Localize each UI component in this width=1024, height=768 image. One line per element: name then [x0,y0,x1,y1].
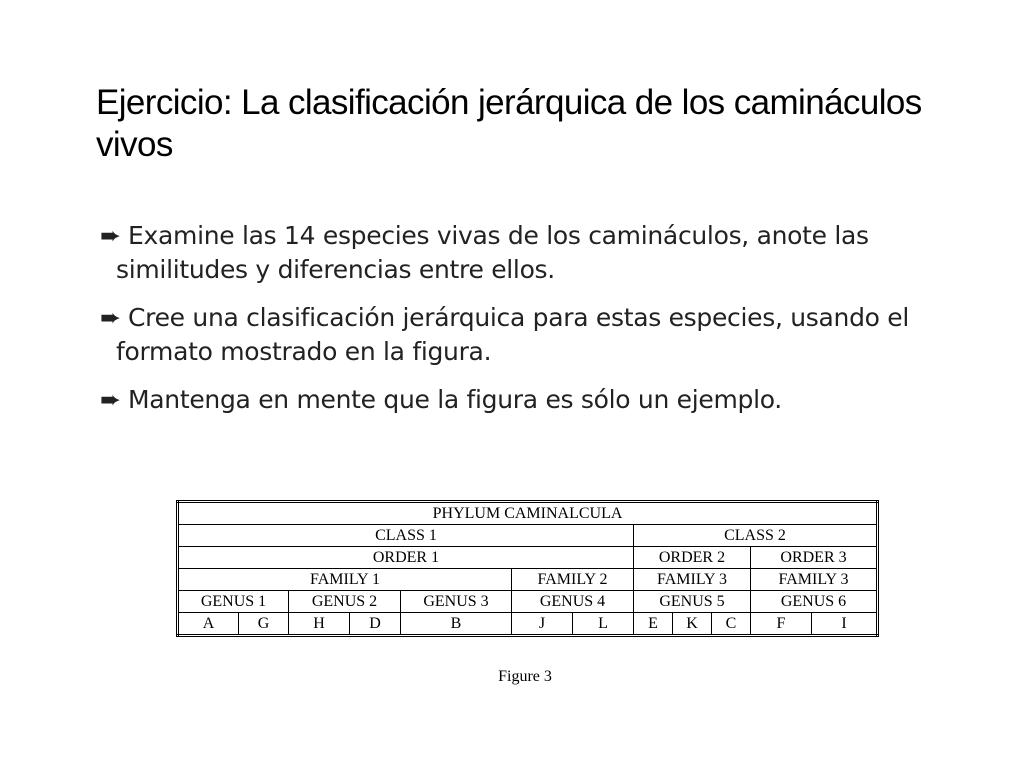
family-cell: FAMILY 2 [512,569,634,591]
figure-caption: Figure 3 [498,668,552,685]
species-cell: C [712,613,751,636]
genus-cell: GENUS 4 [512,591,634,613]
species-cell: A [178,613,239,636]
order-row [178,547,878,569]
bullet-text: Cree una clasificación jerárquica para estas especies, usando el formato mostrado en la figura. [116,303,910,366]
family-row [178,569,878,591]
species-cell: K [673,613,712,636]
bullet-item [100,301,930,369]
species-cell: G [239,613,289,636]
family-cell: FAMILY 1 [178,569,512,591]
class-cell: CLASS 2 [634,525,878,547]
order-cell: ORDER 1 [178,547,634,569]
species-cell: J [512,613,573,636]
species-cell: F [751,613,812,636]
order-cell: ORDER 2 [634,547,751,569]
family-cell: FAMILY 3 [751,569,878,591]
species-cell: H [289,613,350,636]
species-cell: B [401,613,512,636]
genus-cell: GENUS 2 [289,591,401,613]
genus-row [178,591,878,613]
order-cell: ORDER 3 [751,547,878,569]
species-cell: E [634,613,673,636]
genus-cell: GENUS 1 [178,591,289,613]
arrow-right-icon: ➨ [100,221,121,250]
arrow-right-icon: ➨ [100,303,121,332]
bullet-text: Mantenga en mente que la figura es sólo un ejemplo. [128,385,782,414]
phylum-row [178,502,878,525]
arrow-right-icon: ➨ [100,385,121,414]
genus-cell: GENUS 3 [401,591,512,613]
genus-cell: GENUS 5 [634,591,751,613]
genus-cell: GENUS 6 [751,591,878,613]
slide-title: Ejercicio: La clasificación jerárquica de los camináculos vivos [96,83,922,164]
class-cell: CLASS 1 [178,525,634,547]
classification-table [176,500,879,637]
species-cell: D [350,613,401,636]
species-row [178,613,878,636]
bullet-text: Examine las 14 especies vivas de los camináculos, anote las similitudes y diferencias entre ellos. [116,221,869,284]
species-cell: I [812,613,878,636]
species-cell: L [573,613,634,636]
bullet-item [100,383,930,417]
family-cell: FAMILY 3 [634,569,751,591]
bullet-item [100,219,930,287]
class-row [178,525,878,547]
phylum-cell: PHYLUM CAMINALCULA [178,502,878,525]
bullet-list [100,219,930,431]
